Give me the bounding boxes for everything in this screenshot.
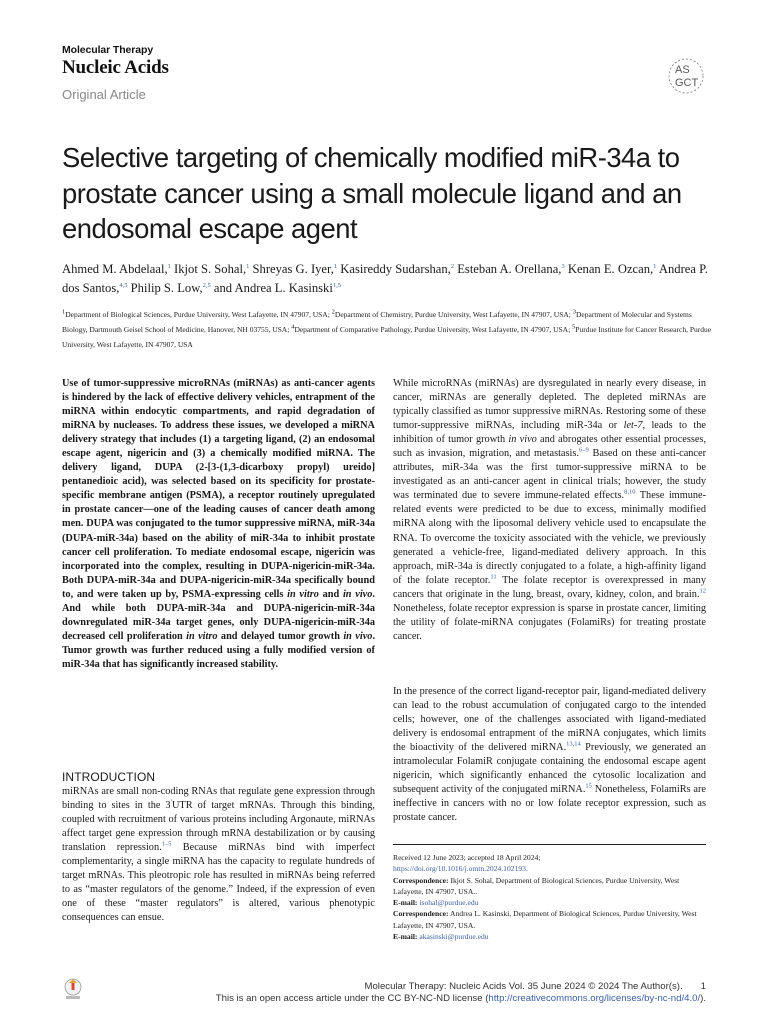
journal-name-line2: Nucleic Acids [62, 57, 169, 78]
intro-run[interactable]: 1–5 [161, 840, 172, 848]
correspondence-divider [393, 844, 706, 845]
author: Kenan E. Ozcan, [567, 262, 654, 276]
affiliation-number: 3 [572, 308, 576, 316]
author-affiliation-ref[interactable]: 2 [450, 262, 455, 270]
correspondence-1: Correspondence: Ikjot S. Sohal, Department of Biological Sciences, Purdue University, West Lafayette, IN 47907, USA.. [393, 875, 680, 896]
intro-run: Because miRNAs bind with imperfect complementarity, a single miRNA has the capacity to regulate hundreds of target mRNAs. This pleotropic role has resulted in miRNAs being referred to as “master regulators of the genome.” Indeed, if the expression of even one of these “master regulators” is altered, various phenotypic consequences can ensue. [62, 842, 376, 924]
asgct-logo-icon [666, 56, 706, 96]
abstract-run: Use of tumor-suppressive microRNAs (miRNAs) as anti-cancer agents is hindered by the lack of effective delivery vehicles, entrapment of the miRNA within endocytic compartments, and rapid degradation of miRNA by nucleases. To address these issues, we developed a miRNA delivery strategy that includes (1) a targeting ligand, (2) an endosomal escape agent, nigericin and (3) a chemically modified miRNA. The delivery ligand, DUPA (2-[3-(1,3-dicarboxy propyl) ureido] pentanedioic acid), was selected based on its specificity for prostate-specific membrane antigen (PSMA), a receptor routinely upregulated in prostate cancer—one of the leading causes of cancer death among men. DUPA was conjugated to the tumor suppressive miRNA, miR-34a (DUPA-miR-34a) based on the ability of miR-34a to inhibit prostate cancer cell proliferation. To mediate endosomal escape, nigericin was incorporated into the complex, resulting in DUPA-nigericin-miR-34a. Both DUPA-miR-34a and DUPA-nigericin-miR-34a specifically bound to, and were taken up by, PSMA-expressing cells [62, 378, 375, 600]
affiliation-number: 5 [572, 323, 576, 331]
right-p1-run: These immune-related events were predicted to be due to excess, minimally modified miRNA along with the liposomal delivery vehicle used to encapsulate the RNA. To overcome the toxicity associated with the vehicle, we previously generated a vehicle-free, ligand-mediated delivery approach. In this approach, miR-34a is directly conjugated to a folate, a high-affinity ligand of the folate receptor. [393, 490, 706, 586]
author: and Andrea L. Kasinski [213, 281, 333, 295]
abstract [62, 377, 375, 672]
right-p1-run[interactable]: 8,10 [624, 488, 636, 496]
right-p1-run: Nonetheless, folate receptor expression is sparse in prostate cancer, limiting the utility of folate-miRNA conjugates (FolamiRs) for treating prostate cancer. [393, 602, 706, 642]
article-title: Selective targeting of chemically modified miR-34a to prostate cancer using a small molecule ligand and an endosomal escape agent [62, 142, 682, 244]
intro-run: ′ [170, 798, 172, 806]
abstract-run: in vitro [287, 588, 319, 600]
footer-citation: Molecular Therapy: Nucleic Acids Vol. 35 June 2024 © 2024 The Author(s). 1 [364, 981, 706, 992]
author-affiliation-ref[interactable]: 3 [561, 262, 565, 270]
right-p2-run: In the presence of the correct ligand-receptor pair, ligand-mediated delivery can lead to the robust accumulation of conjugated cargo to the intended cells; however, one of the challenges associated with ligand-mediated delivery is endosomal entrapment of the miRNA conjugates, which limits the bioactivity of the delivered miRNA. [393, 686, 706, 754]
email-link-1[interactable]: isohal@purdue.edu [419, 898, 479, 908]
author-affiliation-ref[interactable]: 1,5 [332, 281, 341, 289]
abstract-run: . And while both DUPA-miR-34a and DUPA-nigericin-miR-34a downregulated miR-34a target genes, only DUPA-nigericin-miR-34a decreased cell proliferation [62, 588, 375, 642]
right-p1-run[interactable]: 12 [699, 587, 706, 595]
author-list [62, 260, 722, 298]
right-p1-run: Based on these anti-cancer attributes, miR-34a was the first tumor-suppressive miRNA to be investigated as an anti-cancer agent in clinical trials; however, the study was terminated due to severe immune-related effects. [393, 448, 706, 502]
abstract-run: . Tumor growth was further reduced using a fully modified version of miR-34a that has significantly increased stability. [62, 630, 376, 670]
author: Andrea P. dos Santos, [62, 262, 708, 295]
journal-name-line1: Molecular Therapy [62, 44, 154, 56]
email-link-2[interactable]: akasinski@purdue.edu [419, 932, 489, 942]
right-p2-run[interactable]: 15 [585, 782, 592, 790]
intro-run: UTR of target mRNAs. Through this binding, coupled with recruitment of various proteins including Argonaute, miRNAs affect target gene expression through mRNA destabilization or by causing translation repression. [62, 800, 376, 854]
right-p1-run: in vivo [508, 434, 537, 446]
affiliation-number: 2 [331, 308, 335, 316]
right-p2-run: Nonetheless, FolamiRs are ineffective in cancers with no or low folate receptor expression, such as prostate cancer. [393, 784, 706, 824]
article-type: Original Article [62, 87, 146, 102]
correspondence-2: Correspondence: Andrea L. Kasinski, Department of Biological Sciences, Purdue University, West Lafayette, IN 47907, USA. [393, 909, 697, 930]
affiliation-text: Department of Molecular and Systems Biology, Dartmouth Geisel School of Medicine, Hanover, NH 03755, USA; [62, 310, 692, 335]
author: Ikjot S. Sohal, [174, 262, 247, 276]
author: Philip S. Low, [130, 281, 203, 295]
author: Ahmed M. Abdelaal, [62, 262, 168, 276]
right-column-paragraph-2 [393, 685, 706, 825]
right-p1-run[interactable]: 11 [490, 573, 497, 581]
affiliation-text: Purdue Institute for Cancer Research, Purdue University, West Lafayette, IN 47907, USA [62, 325, 712, 350]
abstract-run: and [318, 588, 343, 600]
received-dates: Received 12 June 2023; accepted 18 April 2024; [393, 853, 541, 862]
introduction-paragraph [62, 785, 375, 925]
author-affiliation-ref[interactable]: 1 [653, 262, 657, 270]
right-p2-run: Previously, we generated an intramolecular FolamiR conjugate containing the endosomal escape agent nigericin, which significantly enhanced the cytosolic localization and subsequent activity of the conjugated miRNA. [393, 742, 706, 796]
license-link[interactable]: http://creativecommons.org/licenses/by-nc-nd/4.0/ [488, 993, 701, 1004]
doi-link[interactable]: https://doi.org/10.1016/j.omtn.2024.102193. [393, 864, 528, 874]
right-p1-run: While microRNAs (miRNAs) are dysregulated in nearly every disease, in cancer, miRNAs are generally depleted. The depleted miRNAs are typically classified as tumor suppressive miRNAs. Restoring some of these tumor-suppressive miRNAs, including miR-34a or [393, 378, 706, 432]
right-p2-run[interactable]: 13,14 [566, 740, 581, 748]
author-affiliation-ref[interactable]: 1 [333, 262, 338, 270]
author-affiliation-ref[interactable]: 4,5 [119, 281, 128, 289]
author-affiliation-ref[interactable]: 1 [246, 262, 250, 270]
section-heading-introduction: INTRODUCTION [62, 770, 156, 784]
author: Esteban A. Orellana, [457, 262, 562, 276]
right-p1-run: , leads to the inhibition of tumor growth [393, 420, 707, 446]
affiliation-text: Department of Chemistry, Purdue University, West Lafayette, IN 47907, USA; [334, 310, 573, 319]
affiliations [62, 307, 712, 353]
affiliation-text: Department of Comparative Pathology, Purdue University, West Lafayette, IN 47907, USA; [294, 325, 573, 335]
check-for-updates-icon[interactable] [62, 977, 84, 1001]
affiliation-text: Department of Biological Sciences, Purdue University, West Lafayette, IN 47907, USA; [65, 310, 332, 319]
author: Shreyas G. Iyer, [252, 262, 334, 276]
abstract-run: in vivo [342, 588, 373, 600]
abstract-run: in vivo [343, 630, 373, 642]
correspondence-box: Received 12 June 2023; accepted 18 April 2024; https://doi.org/10.1016/j.omtn.2024.102193. Correspondence: Ikjot S. Sohal, Department of Biological Sciences, Purdue University, West Lafayette, IN 47907, USA.. E-mail: isohal@purdue.edu Correspondence: Andrea L. Kasinski, Department of Biological Sciences, Purdue University, West Lafayette, IN 47907, USA. E-mail: akasinski@purdue.edu [393, 852, 706, 942]
intro-run: miRNAs are small non-coding RNAs that regulate gene expression through binding to sites in the 3 [62, 786, 375, 812]
footer-license: This is an open access article under the CC BY-NC-ND license (http://creativecommons.org/licenses/by-nc-nd/4.0/). [215, 993, 706, 1004]
author: Kasireddy Sudarshan, [340, 262, 451, 276]
abstract-run: and delayed tumor growth [217, 630, 344, 642]
page-number: 1 [700, 981, 706, 992]
right-p1-run: let-7 [623, 420, 643, 432]
svg-text:AS: AS [675, 64, 690, 76]
right-p1-run[interactable]: 6–9 [578, 446, 589, 454]
right-p1-run: The folate receptor is overexpressed in many cancers that originate in the lung, breast, ovary, kidney, colon, and brain. [393, 574, 706, 600]
affiliation-number: 4 [291, 323, 295, 331]
affiliation-number: 1 [62, 308, 66, 316]
abstract-run: in vitro [186, 630, 218, 642]
svg-text:GCT: GCT [675, 77, 699, 89]
author-affiliation-ref[interactable]: 1 [167, 262, 171, 270]
right-p1-run: and abrogates other essential processes, such as invasion, migration, and metastasis. [393, 434, 707, 460]
right-column-paragraph-1 [393, 377, 706, 644]
author-affiliation-ref[interactable]: 2,5 [202, 281, 211, 289]
